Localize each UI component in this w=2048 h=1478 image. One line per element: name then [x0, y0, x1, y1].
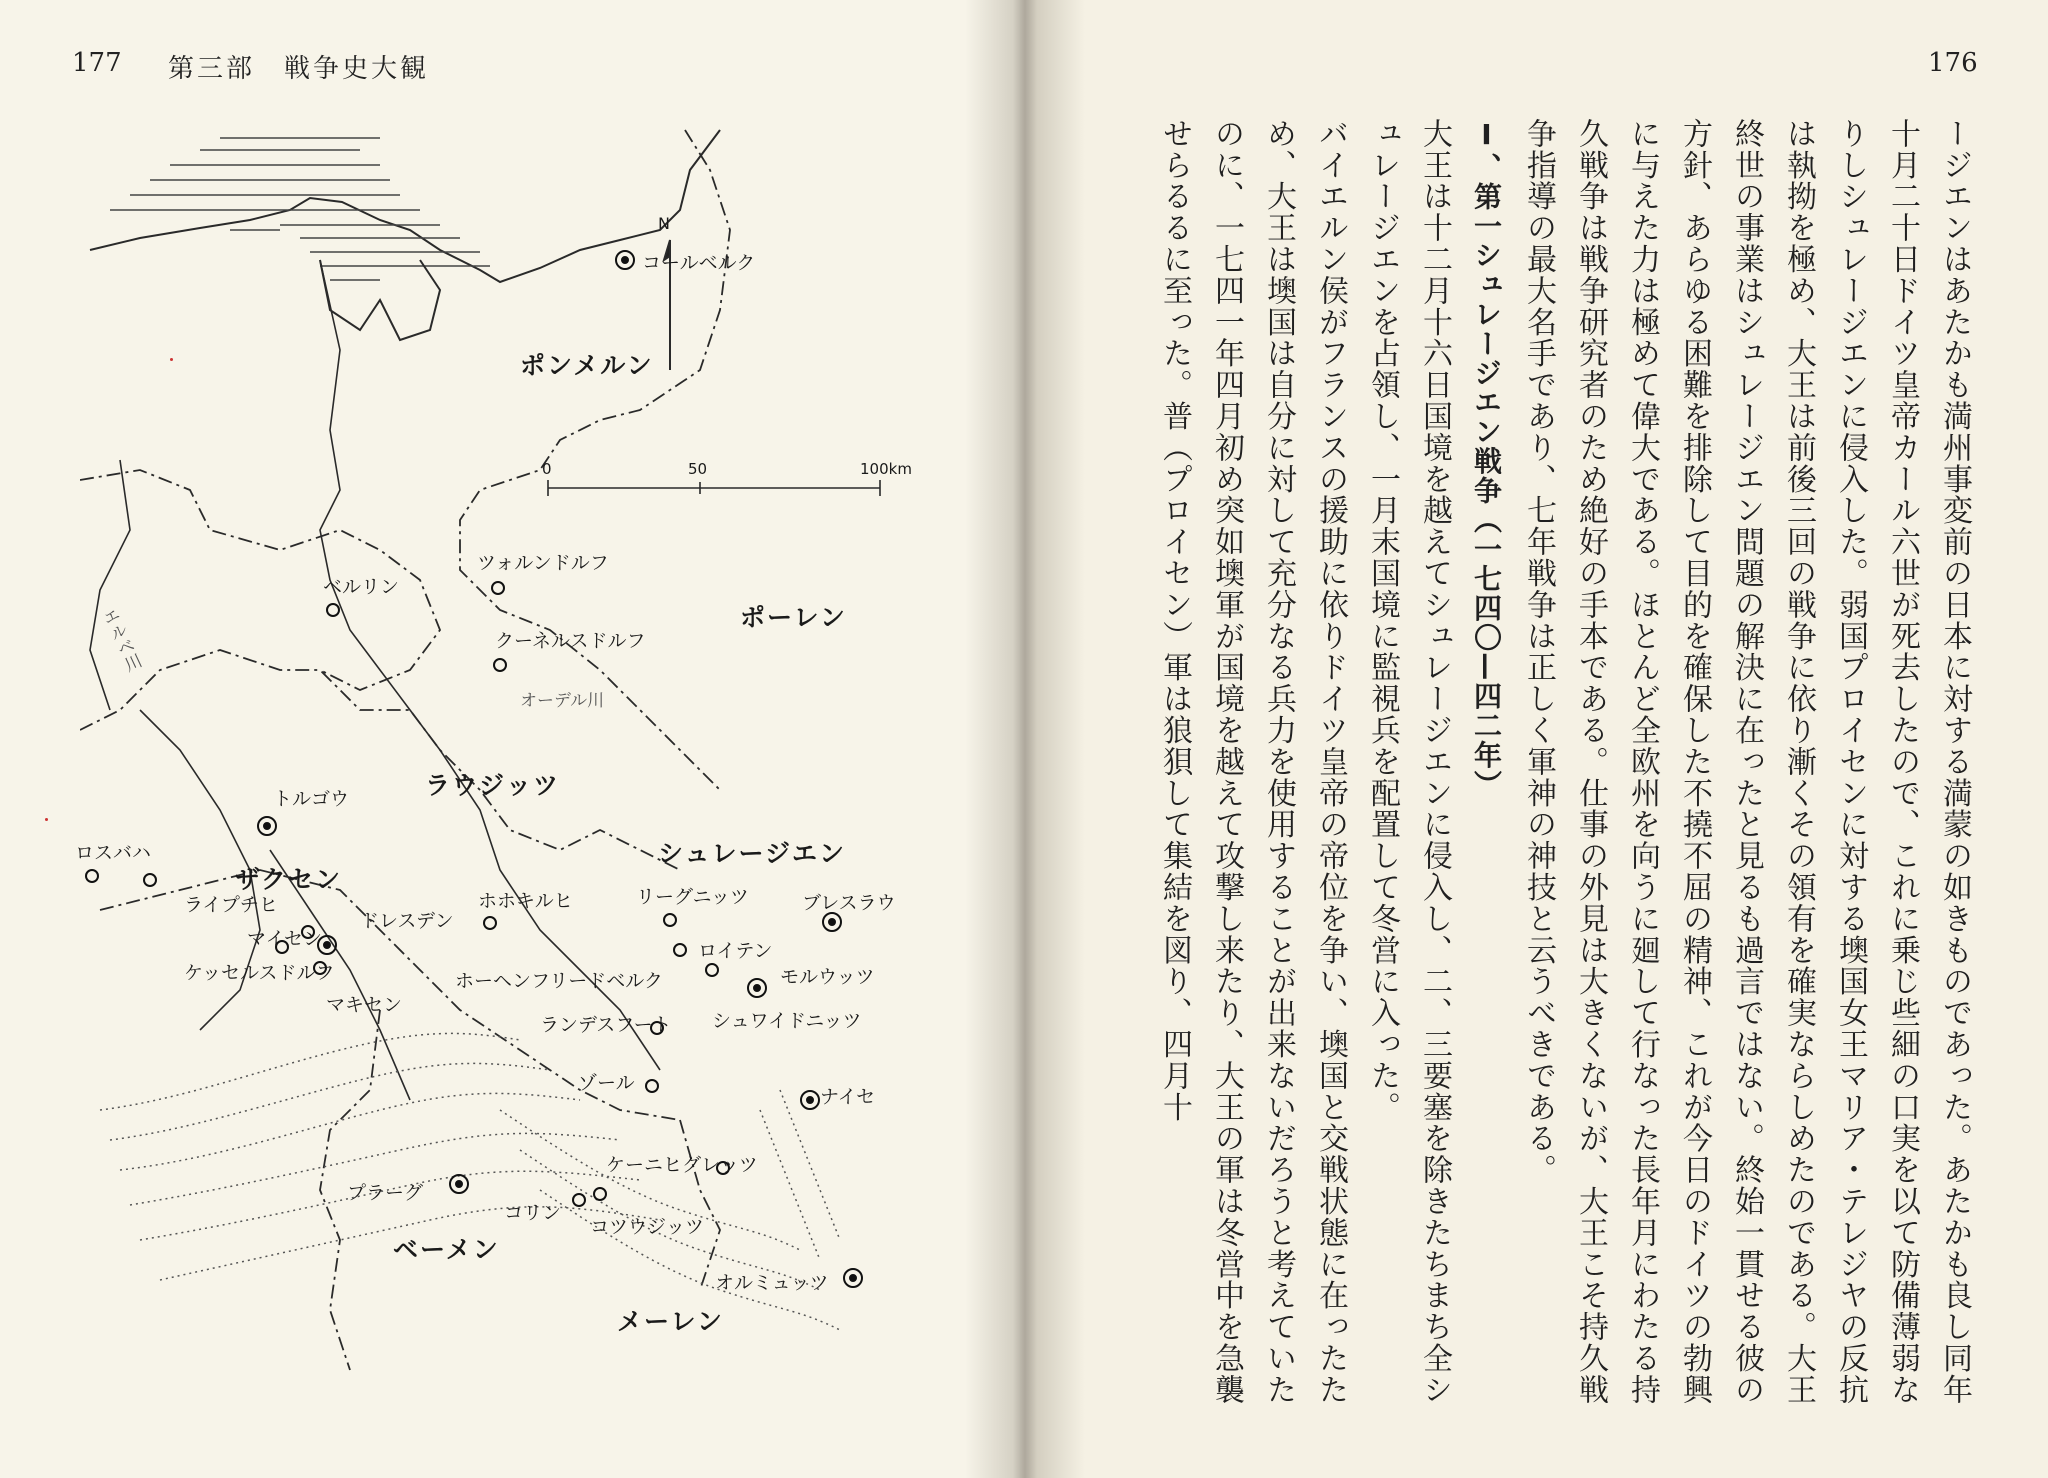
map-city-label: プラーグ: [347, 1182, 424, 1204]
map-city-label: モルウッツ: [780, 966, 875, 988]
map-city-label: トルゴウ: [273, 788, 350, 810]
map-region-label: ラウジッツ: [425, 771, 561, 800]
map-city-label: ケーニヒグレッツ: [606, 1154, 758, 1176]
map-city-label: コツウジッツ: [590, 1216, 705, 1238]
map-city-label: コリン: [504, 1202, 562, 1224]
map-region-label: ベーメン: [393, 1235, 500, 1264]
ink-speck: [170, 358, 173, 361]
map-city-label: ツォルンドルフ: [477, 552, 609, 574]
map-city-label: クーネルスドルフ: [495, 630, 646, 652]
map-city-label: ケッセルスドルフ: [184, 962, 335, 984]
map-city-label: リーグニッツ: [636, 886, 749, 908]
map-linework: [80, 110, 960, 1380]
book-gutter: [965, 0, 1085, 1478]
right-page-number: 176: [1928, 48, 1978, 78]
section-heading: Ⅰ、第一シュレージエン戦争（一七四〇—四二年）: [1470, 118, 1503, 800]
map-city-label: ロイテン: [698, 940, 773, 962]
map-city-label: ホーヘンフリードベルク: [455, 970, 663, 992]
map-city-label: ホホキルヒ: [478, 890, 573, 912]
map-city-label: マキセン: [326, 994, 403, 1016]
map-region-label: ポーレン: [740, 603, 847, 632]
map-city-label: ロスバハ: [75, 842, 152, 864]
map-river-label: エルベ川: [96, 605, 144, 676]
map-city-label: オルミュッツ: [715, 1272, 829, 1294]
map-city-label: ナイセ: [820, 1086, 876, 1108]
map-region-label: ザクセン: [235, 865, 343, 894]
paragraph: バイエルン侯がフランスの援助に依りドイツ皇帝の帝位を争い、墺国と交戦状態に在ったため、大王は墺国は自分に対して充分なる兵力を使用することが出来ないだろうと考えていたのに、一七四一年四月初め突如墺軍が国境を越えて攻撃し来たり、大王の軍は冬営中を急襲せらるるに至った。普（プロイセン）軍は狼狽して集結を図り、四月十: [1157, 118, 1348, 1406]
map-region-label: ポンメルン: [520, 351, 654, 380]
paragraph: ージエンはあたかも満州事変前の日本に対する満蒙の如きものであった。あたかも良し同年十月二十日ドイツ皇帝カール六世が死去したので、これに乗じ些細の口実を以て防備薄弱なりしシュレージエンに侵入した。弱国プロイセンに対する墺国女王マリア・テレジヤの反抗は執拗を極め、大王は前後三回の戦争に依り漸くその領有を確実ならしめたのである。大王終世の事業はシュレージエン問題の解決に在ったと見るも過言ではない。終始一貫せる彼の方針、あらゆる困難を排除して目的を確保した不撓不屈の精神、これが今日のドイツの勃興に与えた力は極めて偉大である。ほとんど全欧州を向うに廻して行なった長年月にわたる持久戦争は戦争研究者のため絶好の手本である。仕事の外見は大きくないが、大王こそ持久戦争指導の最大名手であり、七年戦争は正しく軍神の神技と云うべきである。: [1521, 118, 1972, 1406]
right-page-body: [1100, 118, 1980, 1428]
map-city-label: コールベルク: [642, 252, 756, 274]
map-city-label: マイセン: [247, 928, 323, 950]
map-region-label: メーレン: [617, 1307, 724, 1336]
map-river-label: オーデル川: [520, 691, 605, 711]
scale-label-zero: 0: [542, 460, 552, 478]
scale-label-mid: 50: [688, 460, 708, 478]
scale-label-end: 100km: [860, 460, 912, 478]
historical-map: [75, 110, 960, 1380]
map-city-label: シュワイドニッツ: [712, 1010, 862, 1032]
map-city-label: ドレスデン: [360, 910, 454, 932]
left-page-number: 177: [72, 48, 122, 78]
paragraph: 大王は十二月十六日国境を越えてシュレージエンに侵入し、二、三要塞を除きたちまち全シュレージエンを占領し、一月末国境に監視兵を配置して冬営に入った。: [1365, 118, 1452, 1406]
map-city-label: ランデスフート: [540, 1014, 672, 1036]
left-section-title: 第三部 戦争史大観: [168, 54, 430, 84]
ink-speck: [45, 818, 48, 821]
map-region-label: シュレージエン: [658, 839, 847, 868]
map-city-label: ゾール: [578, 1072, 635, 1094]
map-city-label: ライプチヒ: [184, 894, 278, 916]
map-city-label: ブレスラウ: [802, 892, 896, 914]
map-city-label: ベルリン: [323, 576, 400, 598]
north-label: N: [658, 214, 670, 233]
